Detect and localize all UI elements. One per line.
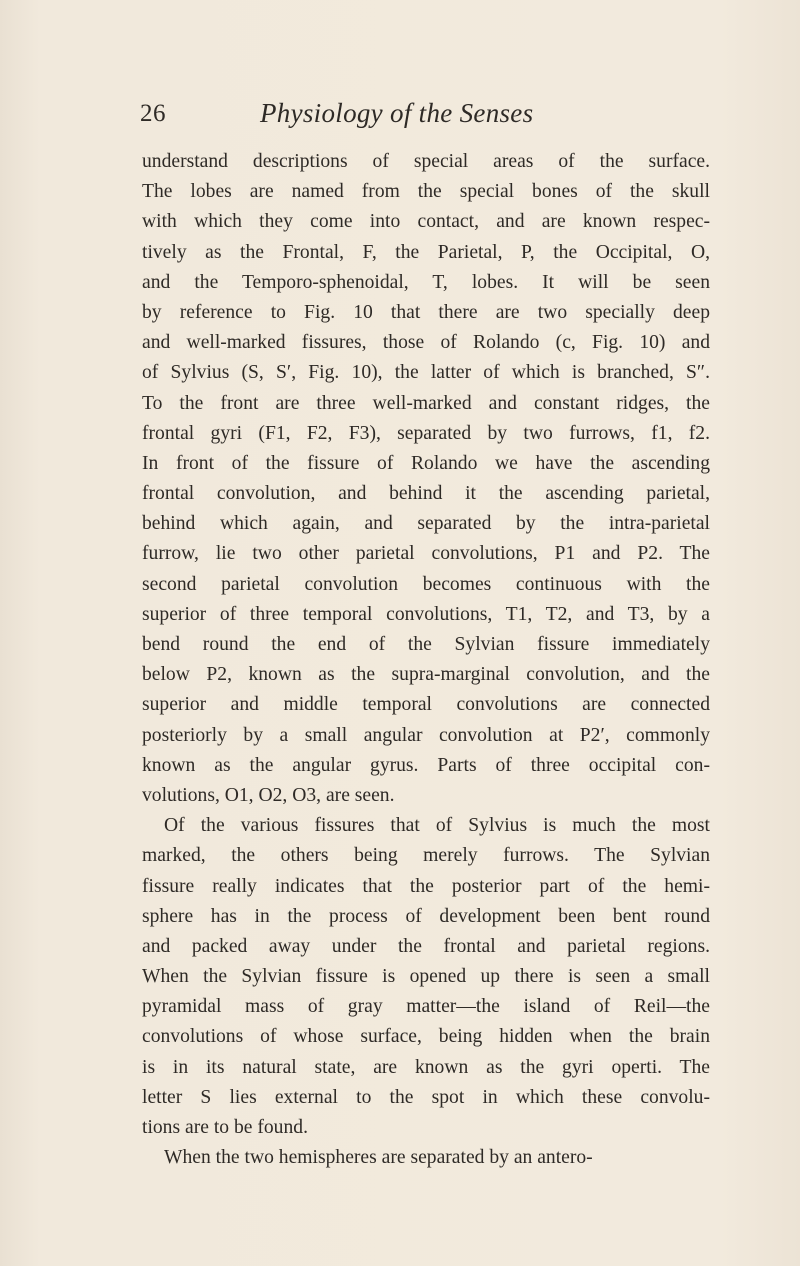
text-line: sphere has in the process of development been bent round xyxy=(142,905,710,927)
text-line: letter S lies external to the spot in which these convolu- xyxy=(142,1086,710,1108)
text-line: To the front are three well-marked and constant ridges, the xyxy=(142,392,710,414)
text-line: frontal convolution, and behind it the ascending parietal, xyxy=(142,483,710,505)
text-line: and well-marked fissures, those of Rolando (c, Fig. 10) and xyxy=(142,332,710,354)
text-line: and the Temporo-sphenoidal, T, lobes. It will be seen xyxy=(142,271,710,293)
text-line: tively as the Frontal, F, the Parietal, P, the Occipital, O, xyxy=(142,241,710,263)
text-line: superior and middle temporal convolutions are connected xyxy=(142,694,710,716)
text-line: below P2, known as the supra-marginal convolution, and the xyxy=(142,664,710,686)
text-line: furrow, lie two other parietal convolutions, P1 and P2. The xyxy=(142,543,710,565)
body-text xyxy=(142,147,710,1173)
text-line: marked, the others being merely furrows. The Sylvian xyxy=(142,845,710,867)
text-line: convolutions of whose surface, being hidden when the brain xyxy=(142,1026,710,1048)
text-line: frontal gyri (F1, F2, F3), separated by two furrows, f1, f2. xyxy=(142,422,710,444)
text-line: In front of the fissure of Rolando we have the ascending xyxy=(142,452,710,474)
text-line: When the Sylvian fissure is opened up there is seen a small xyxy=(142,966,710,988)
text-line: bend round the end of the Sylvian fissure immediately xyxy=(142,634,710,655)
text-line: with which they come into contact, and are known respec- xyxy=(142,211,710,233)
text-line: posteriorly by a small angular convolution at P2′, commonly xyxy=(142,724,710,746)
text-line: known as the angular gyrus. Parts of three occipital con- xyxy=(142,754,710,776)
text-line: Of the various fissures that of Sylvius is much the most xyxy=(164,815,710,837)
page-number: 26 xyxy=(140,100,166,127)
text-line: tions are to be found. xyxy=(142,1117,308,1138)
text-line: pyramidal mass of gray matter—the island of Reil—the xyxy=(142,996,710,1018)
text-line: behind which again, and separated by the intra-parietal xyxy=(142,513,710,535)
text-line: The lobes are named from the special bones of the skull xyxy=(142,181,710,203)
text-line: understand descriptions of special areas of the surface. xyxy=(142,151,710,172)
running-title: Physiology of the Senses xyxy=(260,98,534,128)
text-line: and packed away under the frontal and parietal regions. xyxy=(142,935,710,957)
text-line: of Sylvius (S, S′, Fig. 10), the latter of which is branched, S″. xyxy=(142,362,710,384)
page-header xyxy=(140,98,700,138)
text-line: by reference to Fig. 10 that there are two specially deep xyxy=(142,301,710,323)
text-line: superior of three temporal convolutions, T1, T2, and T3, by a xyxy=(142,603,710,625)
text-line: fissure really indicates that the posterior part of the hemi- xyxy=(142,875,710,897)
text-line: volutions, O1, O2, O3, are seen. xyxy=(142,784,395,806)
text-line: second parietal convolution becomes continuous with the xyxy=(142,573,710,595)
text-line: is in its natural state, are known as the gyri operti. The xyxy=(142,1056,710,1078)
text-line: When the two hemispheres are separated by an antero- xyxy=(164,1147,593,1169)
